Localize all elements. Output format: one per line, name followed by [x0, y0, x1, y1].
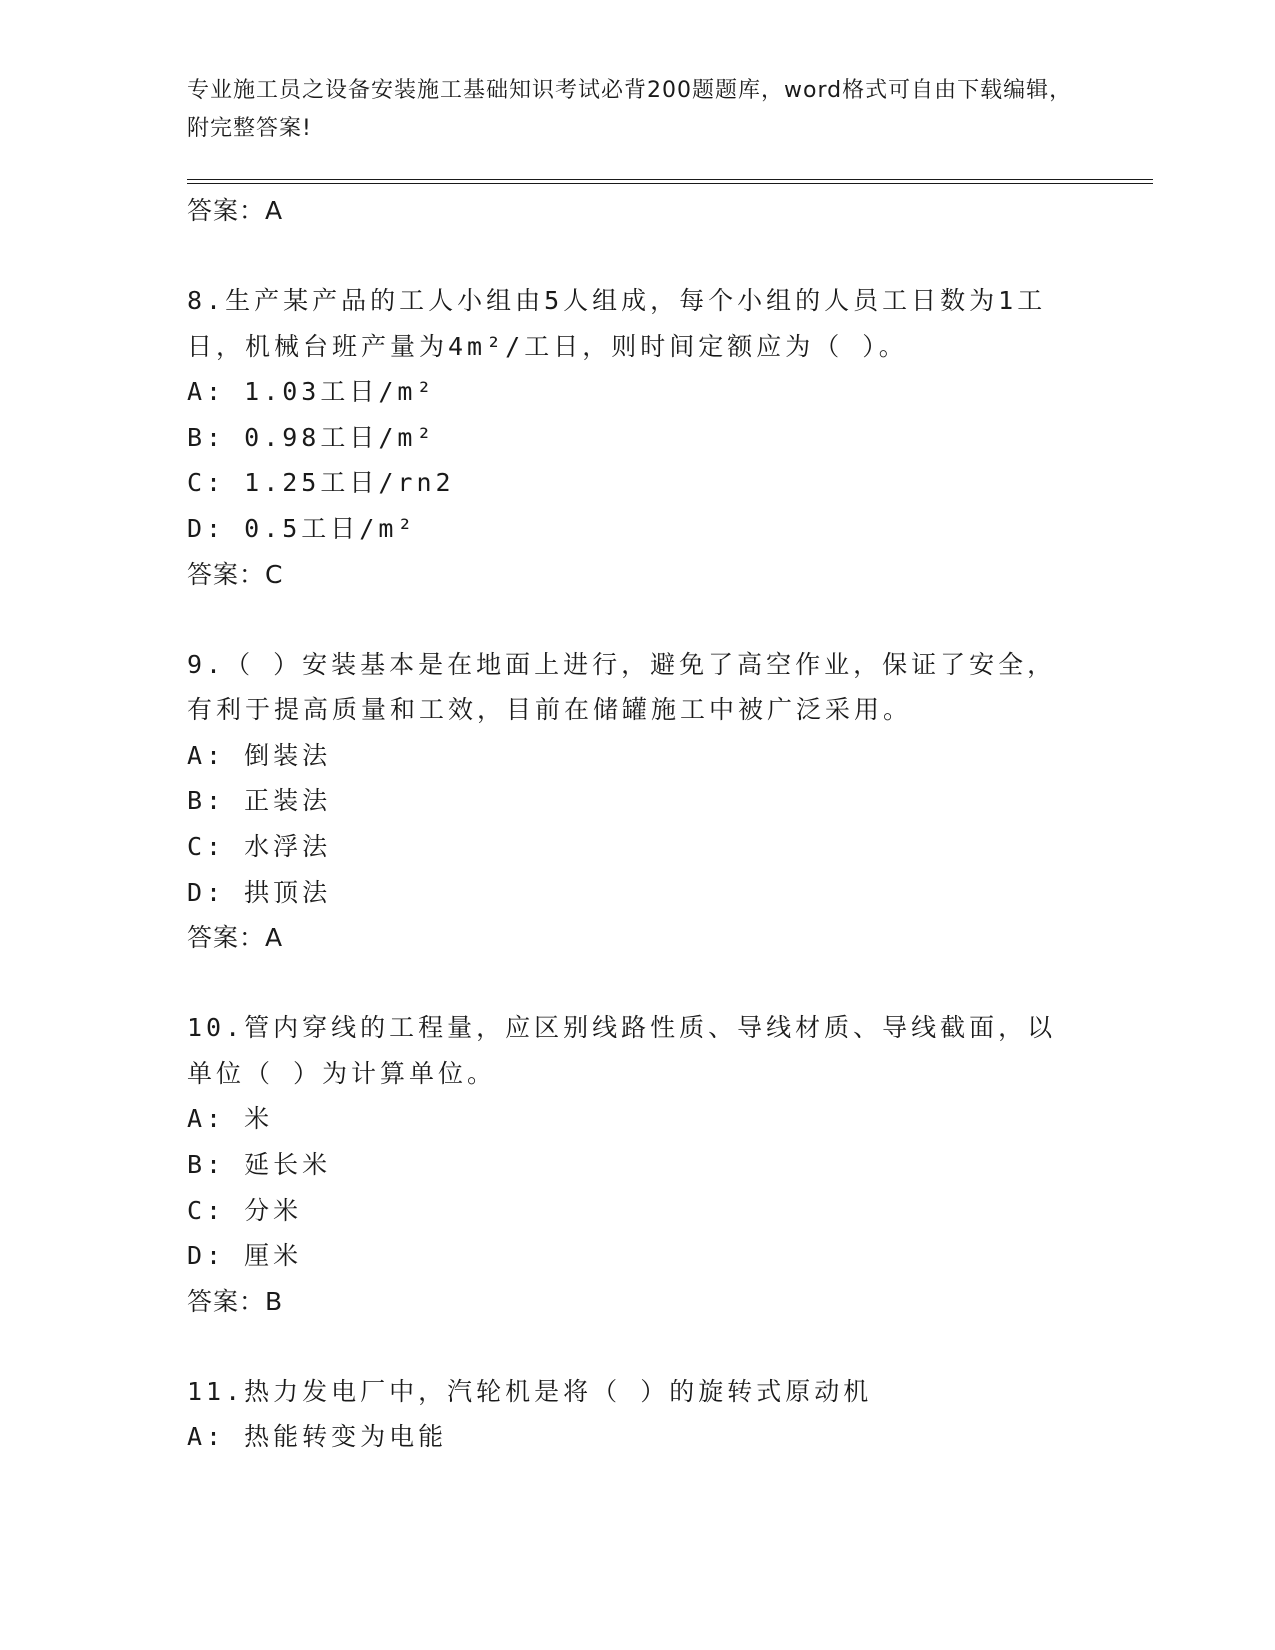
option-d: D: 0.5工日/m² [187, 513, 417, 543]
question-text: 10.管内穿线的工程量，应区别线路性质、导线材质、导线截面，以单位（ ）为计算单位。 [187, 1013, 1057, 1088]
header-divider-bottom [187, 183, 1153, 184]
answer-line: 答案：C [187, 559, 284, 589]
question-text: 9.（ ）安装基本是在地面上进行，避免了高空作业，保证了安全，有利于提高质量和工效，目前在储罐施工中被广泛采用。 [187, 649, 1057, 725]
option-d: D: 厘米 [187, 1241, 303, 1271]
question-10 [187, 1005, 1087, 1325]
option-a: A: 热能转变为电能 [187, 1422, 448, 1452]
question-9 [187, 642, 1087, 962]
document-header [187, 72, 1087, 148]
question-8 [187, 278, 1087, 598]
question-text: 8.生产某产品的工人小组由5人组成，每个小组的人员工日数为1工日，机械台班产量为4m²/工日，则时间定额应为（ ）。 [187, 286, 1047, 361]
option-d: D: 拱顶法 [187, 877, 332, 907]
option-a: A: 倒装法 [187, 740, 332, 770]
header-divider-top [187, 179, 1153, 180]
question-11 [187, 1369, 1087, 1460]
answer-line: 答案：A [187, 196, 284, 225]
option-c: C: 水浮法 [187, 831, 332, 861]
question-list [187, 188, 1087, 1460]
option-b: B: 正装法 [187, 786, 332, 816]
option-b: B: 延长米 [187, 1149, 332, 1179]
option-a: A: 1.03工日/m² [187, 377, 436, 407]
answer-line: 答案：A [187, 923, 284, 953]
option-c: C: 分米 [187, 1195, 303, 1225]
answer-line: 答案：B [187, 1286, 284, 1316]
option-a: A: 米 [187, 1104, 274, 1134]
question-text: 11.热力发电厂中，汽轮机是将（ ）的旋转式原动机 [187, 1376, 873, 1406]
option-b: B: 0.98工日/m² [187, 422, 436, 452]
document-title: 专业施工员之设备安装施工基础知识考试必背200题题库，word格式可自由下载编辑，附完整答案! [187, 78, 1073, 141]
option-c: C: 1.25工日/rn2 [187, 468, 455, 498]
